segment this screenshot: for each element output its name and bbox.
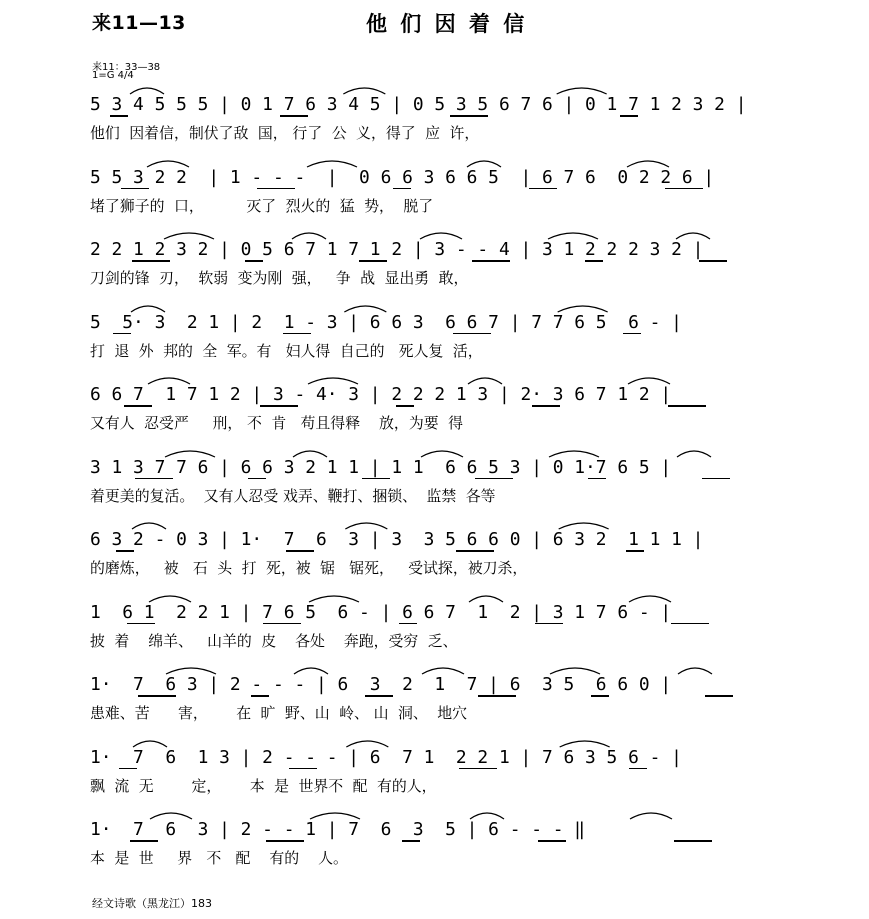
music-system: [90, 807, 810, 843]
beam-underlines: [90, 188, 810, 192]
slur-arc: [627, 161, 669, 167]
beam-line: [402, 840, 420, 842]
slur-arc: [628, 378, 670, 384]
beam-line: [359, 260, 387, 262]
slur-arc: [131, 306, 165, 312]
beam-line: [248, 478, 266, 480]
jianpu-notes: 5 5 3 2 2 | 1 - - - | 0 6 6 3 6 6 5 | 6 7 6 0 2 2 6 |: [90, 166, 715, 188]
jianpu-notes: 3 1 3 7 7 6 | 6 6 3 2 1 1 | 1 1 6 6 5 3 | 0 1·7 6 5 |: [90, 456, 672, 478]
music-system: [90, 735, 810, 771]
jianpu-notes: 1· 7 6 1 3 | 2 - - - | 6 7 1 2 2 1 | 7 6 3 5 6 - |: [90, 746, 682, 768]
beam-underlines: [90, 260, 810, 264]
slur-marks: [90, 735, 810, 749]
slur-marks: [90, 227, 810, 241]
slur-marks: [90, 372, 810, 386]
beam-line: [393, 188, 411, 190]
slur-arc: [677, 451, 711, 457]
beam-line: [665, 188, 703, 190]
slur-arc: [548, 233, 598, 239]
music-system: [90, 155, 810, 191]
music-system: [90, 227, 810, 263]
beam-line: [459, 768, 497, 770]
beam-line: [362, 478, 390, 480]
slur-marks: [90, 662, 810, 676]
slur-arc: [469, 596, 503, 602]
beam-line: [286, 550, 314, 552]
beam-line: [113, 333, 131, 335]
beam-line: [629, 768, 647, 770]
beam-line: [280, 115, 308, 117]
slur-arc: [630, 813, 672, 819]
slur-marks: [90, 807, 810, 821]
beam-line: [671, 623, 709, 625]
jianpu-notes: 1· 7 6 3 | 2 - - - | 6 3 2 1 7 | 6 3 5 6 6 0 |: [90, 674, 672, 695]
beam-line: [453, 333, 491, 335]
beam-line: [289, 768, 317, 770]
beam-underlines: [90, 623, 810, 627]
lyrics-line: 他们 因着信，制伏了敌 国， 行了 公 义，得了 应 许，: [90, 124, 480, 142]
slur-arc: [310, 813, 360, 819]
slur-arc: [292, 233, 326, 239]
beam-underlines: [90, 478, 810, 482]
beam-underlines: [90, 840, 810, 844]
beam-line: [260, 405, 298, 407]
beam-line: [702, 478, 730, 480]
music-system: [90, 82, 810, 118]
slur-arc: [549, 451, 599, 457]
beam-line: [116, 550, 134, 552]
beam-line: [365, 695, 393, 697]
slur-arc: [420, 233, 462, 239]
key-signature: 1=G 4/4: [92, 70, 134, 81]
beam-line: [245, 260, 263, 262]
beam-line: [251, 695, 269, 697]
beam-underlines: [90, 768, 810, 772]
slur-arc: [149, 596, 191, 602]
slur-arc: [148, 378, 190, 384]
lyrics-line: 又有人 忍受严 刑， 不 肯 苟且得释 放，为要 得: [90, 414, 464, 432]
beam-line: [472, 260, 510, 262]
slur-arc: [308, 378, 358, 384]
slur-arc: [147, 161, 189, 167]
slur-arc: [629, 596, 671, 602]
slur-arc: [343, 88, 385, 94]
slur-arc: [559, 523, 609, 529]
beam-line: [132, 260, 170, 262]
beam-line: [257, 188, 295, 190]
beam-line: [456, 550, 494, 552]
jianpu-notes: 2 2 1 2 3 2 | 0 5 6 7 1 7 1 2 | 3 - - 4 | 3 1 2 2 2 3 2 |: [90, 239, 704, 260]
lyrics-line: 打 退 外 邦的 全 军。有 妇人得 自己的 死人复 活，: [90, 341, 483, 360]
beam-line: [532, 405, 560, 407]
slur-arc: [346, 741, 388, 747]
slur-arc: [344, 306, 386, 312]
beam-line: [396, 405, 414, 407]
lyrics-line: 披 着 绵羊、 山羊的 皮 各处 奔跑，受穷 乏、: [90, 631, 458, 650]
beam-line: [119, 768, 137, 770]
lyrics-line: 飘 流 无 定， 本 是 世界不 配 有的人，: [90, 776, 437, 795]
lyrics-line: 刀剑的锋 刃， 软弱 变为刚 强， 争 战 显出勇 敢，: [90, 269, 469, 287]
jianpu-notes: 1· 7 6 3 | 2 - - 1 | 7 6 3 5 | 6 - - - ‖: [90, 819, 586, 840]
beam-line: [124, 405, 152, 407]
beam-line: [538, 840, 566, 842]
lyrics-line: 的磨炼， 被 石 头 打 死，被 锯 锯死， 受试探，被刀杀，: [90, 559, 528, 577]
beam-underlines: [90, 333, 810, 337]
beam-line: [266, 840, 304, 842]
jianpu-notes: 6 3 2 - 0 3 | 1· 7 6 3 | 3 3 5 6 6 0 | 6 3 2 1 1 1 |: [90, 529, 704, 550]
slur-arc: [132, 523, 166, 529]
slur-arc: [150, 813, 192, 819]
hymn-number: 来11—13: [92, 12, 186, 34]
lyrics-line: 患难、苦 害， 在 旷 野、山 岭、 山 洞、 地穴: [90, 704, 468, 722]
beam-line: [591, 695, 609, 697]
beam-underlines: [90, 405, 810, 409]
beam-underlines: [90, 115, 810, 119]
beam-line: [263, 623, 301, 625]
beam-line: [110, 115, 128, 117]
beam-line: [121, 188, 149, 190]
slur-arc: [560, 741, 610, 747]
page-footer: 经文诗歌（黑龙江）183: [92, 897, 212, 910]
slur-arc: [309, 596, 359, 602]
slur-arc: [421, 451, 463, 457]
slur-marks: [90, 300, 810, 314]
beam-line: [283, 333, 311, 335]
music-system: [90, 662, 810, 698]
beam-line: [699, 260, 727, 262]
page-title: 他 们 因 着 信: [366, 11, 528, 36]
scripture-reference: 来11：33—38: [92, 62, 161, 73]
music-system: [90, 517, 810, 553]
beam-line: [705, 695, 733, 697]
slur-arc: [468, 378, 502, 384]
slur-arc: [166, 668, 216, 674]
beam-line: [130, 840, 158, 842]
beam-line: [399, 623, 417, 625]
slur-marks: [90, 155, 810, 169]
beam-line: [138, 695, 176, 697]
slur-arc: [422, 668, 464, 674]
slur-arc: [558, 306, 608, 312]
beam-line: [623, 333, 641, 335]
beam-line: [626, 550, 644, 552]
slur-arc: [133, 741, 167, 747]
slur-arc: [130, 88, 164, 94]
slur-arc: [557, 88, 607, 94]
slur-arc: [293, 451, 327, 457]
beam-line: [674, 840, 712, 842]
slur-arc: [676, 233, 710, 239]
slur-arc: [467, 161, 501, 167]
slur-arc: [307, 161, 357, 167]
slur-marks: [90, 590, 810, 604]
beam-line: [478, 695, 516, 697]
lyrics-line: 着更美的复活。 又有人忍受 戏弄、鞭打、捆锁、 监禁 各等: [90, 486, 496, 505]
slur-arc: [294, 668, 328, 674]
beam-line: [588, 478, 606, 480]
jianpu-notes: 6 6 7 1 7 1 2 | 3 - 4· 3 | 2 2 2 1 3 | 2· 3 6 7 1 2 |: [90, 384, 672, 405]
jianpu-notes: 5 5· 3 2 1 | 2 1 - 3 | 6 6 3 6 6 7 | 7 7 6 5 6 - |: [90, 311, 682, 333]
music-system: [90, 445, 810, 481]
beam-line: [475, 478, 513, 480]
slur-arc: [345, 523, 387, 529]
slur-marks: [90, 517, 810, 531]
slur-marks: [90, 445, 810, 459]
beam-line: [127, 623, 155, 625]
music-system: [90, 590, 810, 626]
lyrics-line: 堵了狮子的 口， 灭了 烈火的 猛 势， 脱了: [90, 196, 434, 215]
jianpu-notes: 1 6 1 2 2 1 | 7 6 5 6 - | 6 6 7 1 2 | 3 1 7 6 - |: [90, 601, 672, 623]
slur-arc: [470, 813, 504, 819]
jianpu-notes: 5 3 4 5 5 5 | 0 1 7 6 3 4 5 | 0 5 3 5 6 7 6 | 0 1 7 1 2 3 2 |: [90, 94, 747, 115]
slur-arc: [678, 668, 712, 674]
slur-arc: [164, 233, 214, 239]
beam-underlines: [90, 550, 810, 554]
music-system: [90, 372, 810, 408]
slur-arc: [165, 451, 215, 457]
beam-line: [529, 188, 557, 190]
beam-line: [668, 405, 706, 407]
lyrics-line: 本 是 世 界 不 配 有的 人。: [90, 849, 348, 867]
beam-line: [135, 478, 173, 480]
slur-marks: [90, 82, 810, 96]
music-system: [90, 300, 810, 336]
beam-line: [620, 115, 638, 117]
beam-line: [535, 623, 563, 625]
beam-underlines: [90, 695, 810, 699]
beam-line: [585, 260, 603, 262]
beam-line: [450, 115, 488, 117]
slur-arc: [550, 668, 600, 674]
